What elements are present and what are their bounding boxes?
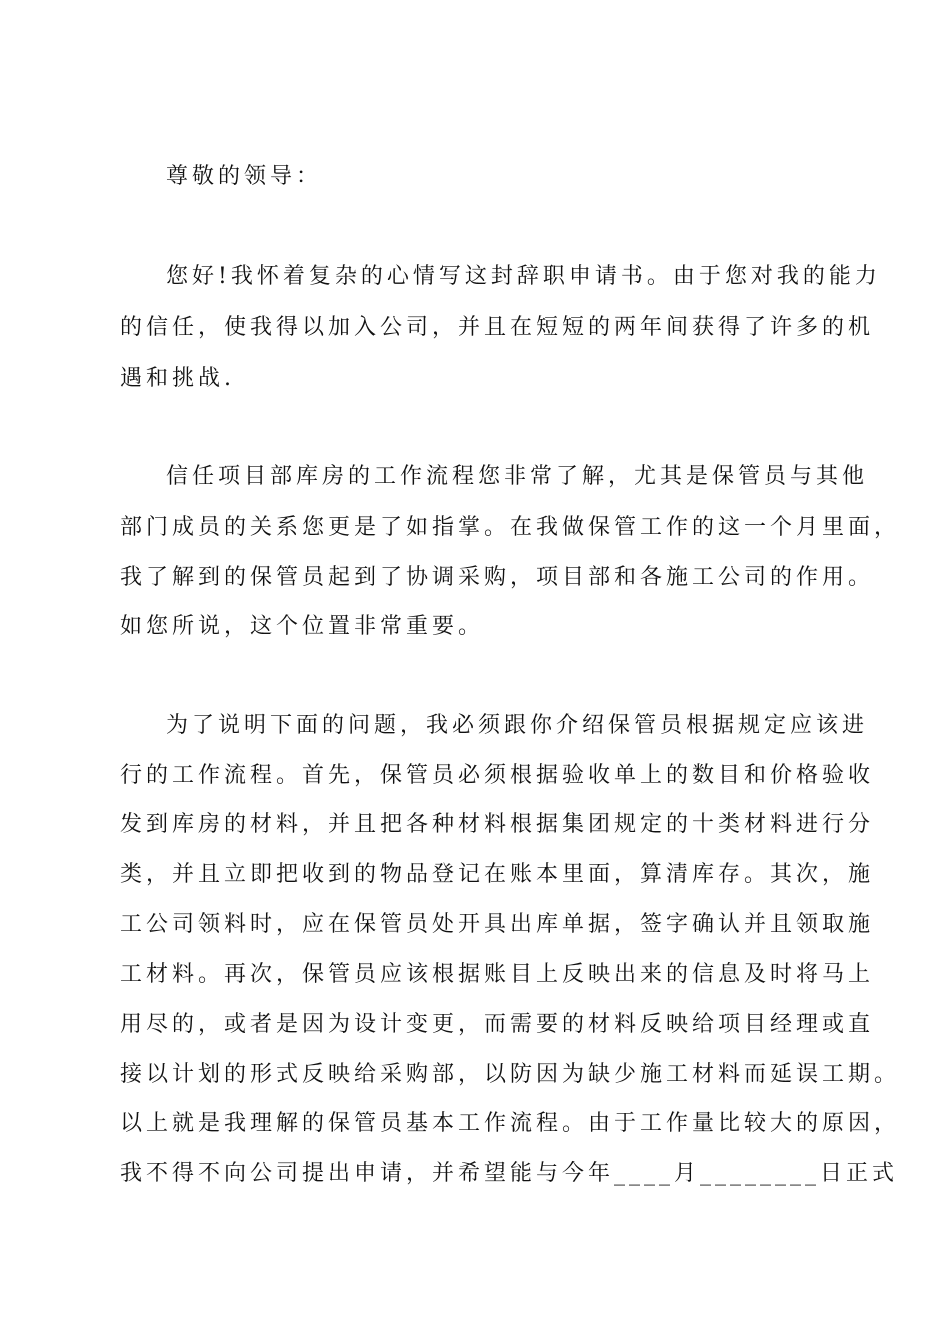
paragraph-2-line: 我了解到的保管员起到了协调采购，项目部和各施工公司的作用。: [120, 565, 875, 590]
paragraph-3-line: 用尽的，或者是因为设计变更，而需要的材料反映给项目经理或直: [120, 1012, 875, 1037]
salutation: 尊敬的领导：: [166, 164, 323, 189]
paragraph-2-line: 信任项目部库房的工作流程您非常了解，尤其是保管员与其他: [166, 464, 869, 489]
paragraph-3-line: 接以计划的形式反映给采购部，以防因为缺少施工材料而延误工期。: [120, 1062, 901, 1087]
paragraph-2-line: 如您所说，这个位置非常重要。: [120, 614, 485, 639]
paragraph-3-line: 以上就是我理解的保管员基本工作流程。由于工作量比较大的原因，: [120, 1111, 901, 1136]
paragraph-1-line: 遇和挑战.: [120, 366, 235, 391]
paragraph-1-line: 您好!我怀着复杂的心情写这封辞职申请书。由于您对我的能力: [166, 264, 881, 289]
paragraph-3-line: 为了说明下面的问题，我必须跟你介绍保管员根据规定应该进: [166, 713, 869, 738]
paragraph-3-line: 工材料。再次，保管员应该根据账目上反映出来的信息及时将马上: [120, 962, 875, 987]
paragraph-3-line: 类，并且立即把收到的物品登记在账本里面，算清库存。其次，施: [120, 862, 875, 887]
paragraph-3-line: 发到库房的材料，并且把各种材料根据集团规定的十类材料进行分: [120, 812, 875, 837]
paragraph-3-line: 行的工作流程。首先，保管员必须根据验收单上的数目和价格验收: [120, 763, 875, 788]
paragraph-1-line: 的信任，使我得以加入公司，并且在短短的两年间获得了许多的机: [120, 315, 875, 340]
paragraph-3-line: 我不得不向公司提出申请，并希望能与今年____月________日正式: [120, 1161, 899, 1186]
paragraph-2-line: 部门成员的关系您更是了如指掌。在我做保管工作的这一个月里面，: [120, 515, 901, 540]
paragraph-3-line: 工公司领料时，应在保管员处开具出库单据，签字确认并且领取施: [120, 912, 875, 937]
